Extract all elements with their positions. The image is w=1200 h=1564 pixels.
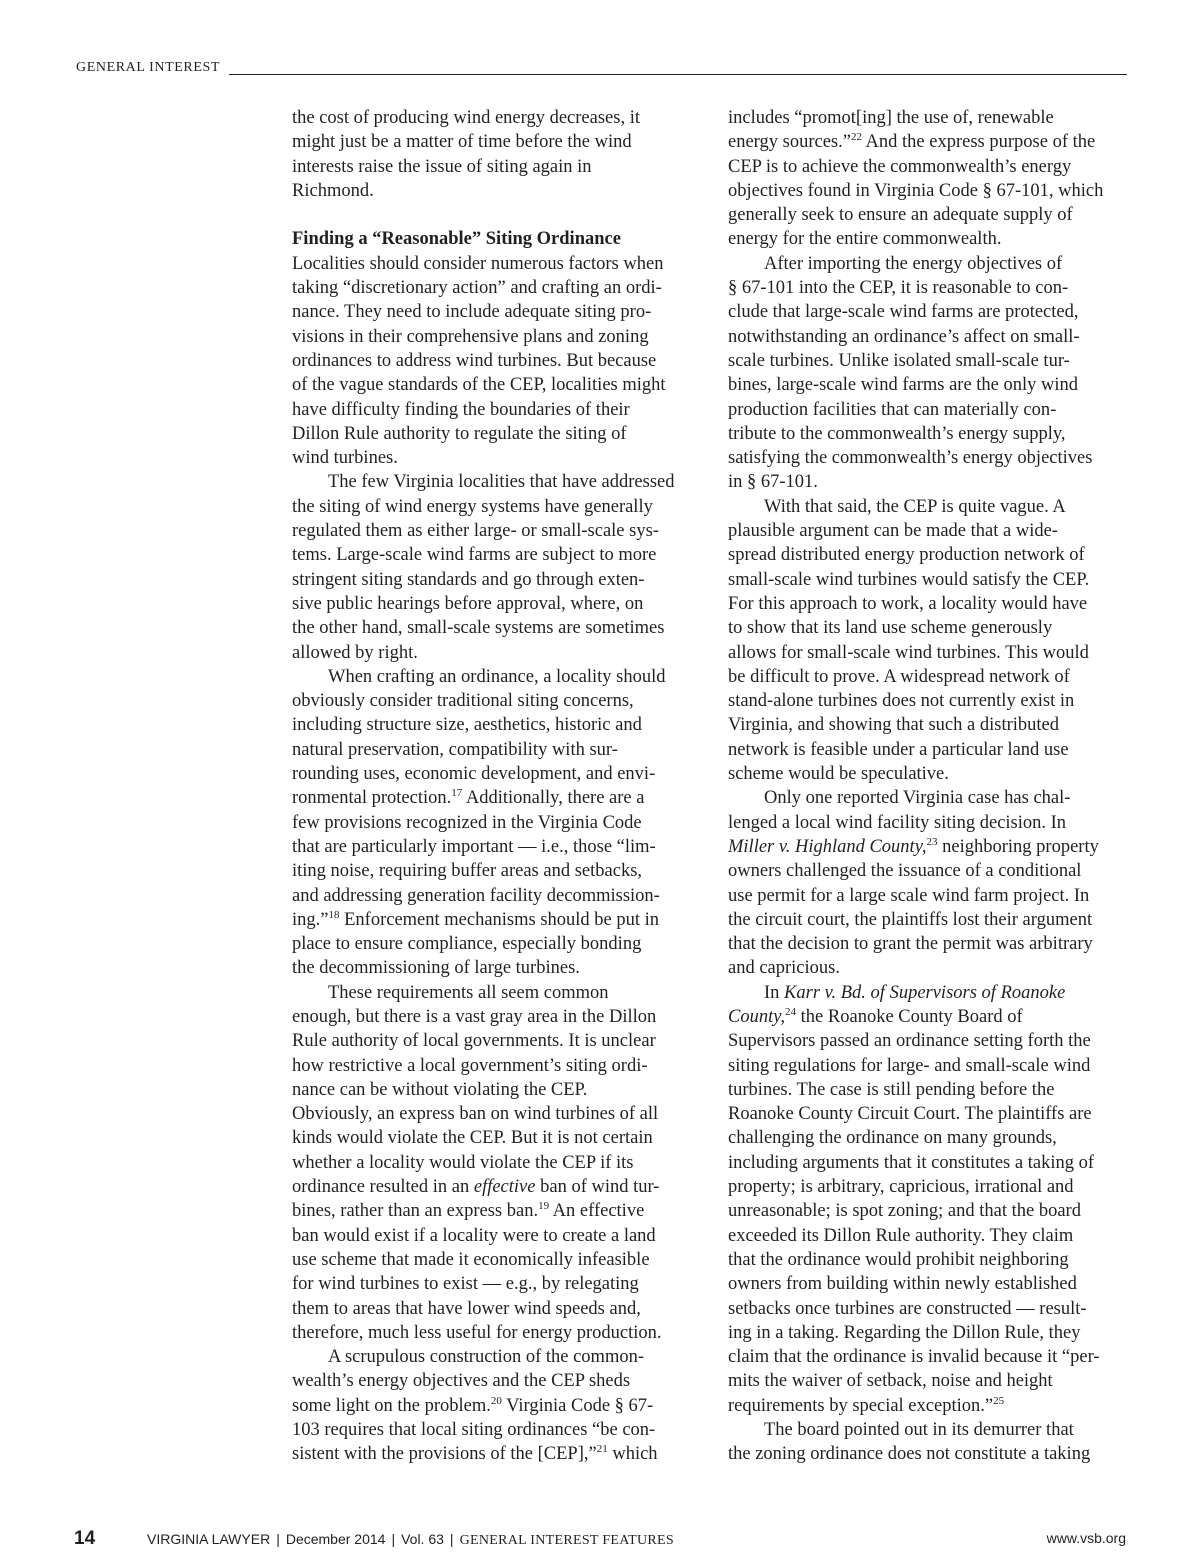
footer-publication-line bbox=[147, 1531, 674, 1549]
paragraph bbox=[728, 1418, 1128, 1467]
text-line: in § 67-101. bbox=[728, 472, 818, 493]
text-line: them to areas that have lower wind speeds and, bbox=[292, 1298, 641, 1319]
text-line: the siting of wind energy systems have generally bbox=[292, 496, 653, 517]
text-line: CEP is to achieve the commonwealth’s energy bbox=[728, 156, 1072, 177]
text-line: regulated them as either large- or small-scale sys- bbox=[292, 521, 659, 542]
text-line: ing in a taking. Regarding the Dillon Rule, they bbox=[728, 1322, 1081, 1343]
text-line: small-scale wind turbines would satisfy the CEP. bbox=[728, 569, 1090, 590]
text-line: turbines. The case is still pending before the bbox=[728, 1079, 1055, 1100]
text-line: setbacks once turbines are constructed — result- bbox=[728, 1298, 1087, 1319]
text-line: challenging the ordinance on many grounds, bbox=[728, 1128, 1057, 1149]
issue-date: December 2014 bbox=[285, 1531, 386, 1547]
text-line: mits the waiver of setback, noise and height bbox=[728, 1371, 1053, 1392]
footer-section: GENERAL INTEREST FEATURES bbox=[459, 1533, 674, 1548]
text-run: Enforcement mechanisms should be put in bbox=[339, 909, 660, 930]
separator: | bbox=[449, 1531, 454, 1547]
text-run: ing.” bbox=[292, 909, 329, 930]
text-line: scale turbines. Unlike isolated small-scale tur- bbox=[728, 350, 1070, 371]
text-line: place to ensure compliance, especially bonding bbox=[292, 934, 642, 955]
footnote-ref: 22 bbox=[850, 131, 862, 144]
text-line: network is feasible under a particular land use bbox=[728, 739, 1069, 760]
text-line: Localities should consider numerous factors when bbox=[292, 253, 664, 274]
text-line: scheme would be speculative. bbox=[728, 764, 949, 785]
text-line: obviously consider traditional siting concerns, bbox=[292, 691, 634, 712]
footnote-ref: 17 bbox=[451, 787, 463, 800]
text-run: requirements by special exception.” bbox=[728, 1395, 994, 1416]
footnote-ref: 18 bbox=[328, 908, 340, 921]
paragraph bbox=[728, 981, 1128, 1418]
paragraph bbox=[728, 495, 1128, 787]
text-line: few provisions recognized in the Virginia Code bbox=[292, 812, 642, 833]
text-line bbox=[292, 908, 692, 932]
text-line: iting noise, requiring buffer areas and setbacks, bbox=[292, 861, 643, 882]
text-line: When crafting an ordinance, a locality should bbox=[328, 666, 666, 687]
text-line: whether a locality would violate the CEP if its bbox=[292, 1152, 634, 1173]
text-line: therefore, much less useful for energy production. bbox=[292, 1322, 662, 1343]
text-line: have difficulty finding the boundaries of their bbox=[292, 399, 630, 420]
text-line bbox=[728, 1394, 1128, 1418]
text-line: the zoning ordinance does not constitute a taking bbox=[728, 1444, 1091, 1465]
text-line: that are particularly important — i.e., those “lim- bbox=[292, 836, 656, 857]
text-line: use scheme that made it economically infeasible bbox=[292, 1249, 650, 1270]
text-line: Richmond. bbox=[292, 180, 374, 201]
paragraph bbox=[292, 981, 692, 1345]
text-line: Rule authority of local governments. It is unclear bbox=[292, 1031, 656, 1052]
text-line: nance. They need to include adequate siting pro- bbox=[292, 302, 652, 323]
text-line bbox=[292, 1394, 692, 1418]
text-line: interests raise the issue of siting again in bbox=[292, 156, 592, 177]
text-line: includes “promot[ing] the use of, renewable bbox=[728, 108, 1054, 128]
text-line bbox=[728, 1005, 1128, 1029]
text-line: wealth’s energy objectives and the CEP sheds bbox=[292, 1371, 631, 1392]
text-line: allows for small-scale wind turbines. This would bbox=[728, 642, 1089, 663]
text-line: clude that large-scale wind farms are protected, bbox=[728, 302, 1079, 323]
footnote-ref: 19 bbox=[538, 1200, 550, 1213]
text-line: plausible argument can be made that a wide- bbox=[728, 521, 1058, 542]
text-line: to show that its land use scheme generously bbox=[728, 618, 1053, 639]
paragraph bbox=[728, 106, 1128, 252]
footnote-ref: 20 bbox=[490, 1394, 502, 1407]
text-line: energy for the entire commonwealth. bbox=[728, 229, 1002, 250]
text-line: wind turbines. bbox=[292, 448, 398, 469]
text-line: notwithstanding an ordinance’s affect on small- bbox=[728, 326, 1080, 347]
text-line: of the vague standards of the CEP, localities might bbox=[292, 375, 666, 396]
case-name: County, bbox=[728, 1006, 786, 1027]
text-line: including structure size, aesthetics, historic and bbox=[292, 715, 642, 736]
case-name: Miller v. Highland County, bbox=[728, 836, 927, 857]
text-run: Virginia Code § 67- bbox=[501, 1395, 654, 1416]
separator: | bbox=[391, 1531, 396, 1547]
text-line: tems. Large-scale wind farms are subject to more bbox=[292, 545, 657, 566]
text-run: sistent with the provisions of the [CEP],” bbox=[292, 1444, 597, 1465]
text-line: § 67-101 into the CEP, it is reasonable to con- bbox=[728, 278, 1069, 299]
text-line: These requirements all seem common bbox=[328, 982, 609, 1003]
text-line: Dillon Rule authority to regulate the siting of bbox=[292, 423, 627, 444]
emphasis-text: effective bbox=[473, 1177, 536, 1198]
paragraph bbox=[292, 252, 692, 471]
footnote-ref: 24 bbox=[785, 1005, 797, 1018]
footnote-ref: 23 bbox=[926, 835, 938, 848]
text-line: lenged a local wind facility siting decision. In bbox=[728, 812, 1067, 833]
text-line: The board pointed out in its demurrer that bbox=[764, 1420, 1074, 1441]
text-line: Obviously, an express ban on wind turbines of all bbox=[292, 1104, 659, 1125]
text-line: natural preservation, compatibility with sur- bbox=[292, 739, 618, 760]
text-line: 103 requires that local siting ordinances “be con- bbox=[292, 1420, 656, 1441]
text-line bbox=[292, 1442, 692, 1466]
text-line: production facilities that can materially con- bbox=[728, 399, 1057, 420]
text-line bbox=[728, 981, 1128, 1005]
volume: Vol. 63 bbox=[401, 1531, 444, 1547]
paragraph bbox=[292, 1345, 692, 1466]
paragraph bbox=[292, 470, 692, 664]
text-line: including arguments that it constitutes a taking of bbox=[728, 1152, 1094, 1173]
text-line: kinds would violate the CEP. But it is not certain bbox=[292, 1128, 653, 1149]
text-line: how restrictive a local government’s siting ordi- bbox=[292, 1055, 648, 1076]
text-line: that the decision to grant the permit was arbitrary bbox=[728, 934, 1093, 955]
text-line bbox=[728, 835, 1128, 859]
text-line: ordinances to address wind turbines. But because bbox=[292, 350, 657, 371]
text-line: With that said, the CEP is quite vague. A bbox=[764, 496, 1066, 517]
case-name: Karr v. Bd. of Supervisors of Roanoke bbox=[784, 982, 1066, 1003]
text-line: claim that the ordinance is invalid because it “per- bbox=[728, 1347, 1100, 1368]
text-run: the Roanoke County Board of bbox=[796, 1006, 1023, 1027]
text-line: stringent siting standards and go through exten- bbox=[292, 569, 645, 590]
text-run: neighboring property bbox=[937, 836, 1099, 857]
text-line: for wind turbines to exist — e.g., by relegating bbox=[292, 1274, 639, 1295]
text-line: Only one reported Virginia case has chal- bbox=[764, 788, 1071, 809]
text-line: property; is arbitrary, capricious, irrational and bbox=[728, 1177, 1074, 1198]
text-line: owners from building within newly established bbox=[728, 1274, 1077, 1295]
text-run: An effective bbox=[549, 1201, 645, 1222]
text-line: allowed by right. bbox=[292, 642, 418, 663]
text-line bbox=[292, 1199, 692, 1223]
separator: | bbox=[276, 1531, 280, 1547]
text-line: Roanoke County Circuit Court. The plaintiffs are bbox=[728, 1104, 1092, 1125]
text-line: the circuit court, the plaintiffs lost their argument bbox=[728, 909, 1093, 930]
paragraph bbox=[292, 665, 692, 981]
text-run: energy sources.” bbox=[728, 132, 851, 153]
magazine-name: VIRGINIA LAWYER bbox=[147, 1531, 271, 1547]
text-line: unreasonable; is spot zoning; and that the board bbox=[728, 1201, 1081, 1222]
text-line: owners challenged the issuance of a conditional bbox=[728, 861, 1082, 882]
text-line: stand-alone turbines does not currently exist in bbox=[728, 691, 1075, 712]
text-line: Supervisors passed an ordinance setting forth the bbox=[728, 1031, 1091, 1052]
paragraph bbox=[728, 252, 1128, 495]
paragraph bbox=[292, 106, 692, 203]
page-number: 14 bbox=[74, 1528, 96, 1549]
right-column bbox=[728, 106, 1128, 1467]
text-line: the cost of producing wind energy decreases, it bbox=[292, 108, 640, 128]
header-rule bbox=[229, 74, 1127, 75]
text-line: enough, but there is a vast gray area in the Dillon bbox=[292, 1006, 657, 1027]
paragraph bbox=[728, 786, 1128, 980]
section-heading: Finding a “Reasonable” Siting Ordinance bbox=[292, 229, 621, 250]
text-run: bines, rather than an express ban. bbox=[292, 1201, 539, 1222]
text-line: be difficult to prove. A widespread network of bbox=[728, 666, 1070, 687]
text-line: For this approach to work, a locality would have bbox=[728, 593, 1088, 614]
text-line: and addressing generation facility decommission- bbox=[292, 885, 660, 906]
text-line: that the ordinance would prohibit neighboring bbox=[728, 1249, 1069, 1270]
text-line: exceeded its Dillon Rule authority. They claim bbox=[728, 1225, 1074, 1246]
text-line: satisfying the commonwealth’s energy objectives bbox=[728, 448, 1093, 469]
text-line: sive public hearings before approval, where, on bbox=[292, 593, 644, 614]
text-run: some light on the problem. bbox=[292, 1395, 491, 1416]
text-run: And the express purpose of the bbox=[861, 132, 1096, 153]
text-line: objectives found in Virginia Code § 67-101, which bbox=[728, 180, 1104, 201]
text-line: generally seek to ensure an adequate supply of bbox=[728, 205, 1073, 226]
text-line: siting regulations for large- and small-scale wind bbox=[728, 1055, 1091, 1076]
text-run: ronmental protection. bbox=[292, 788, 452, 809]
text-run: which bbox=[607, 1444, 658, 1465]
text-line bbox=[292, 786, 692, 810]
text-line: The few Virginia localities that have addressed bbox=[328, 472, 675, 493]
text-run: Additionally, there are a bbox=[462, 788, 645, 809]
section-header-label: GENERAL INTEREST bbox=[76, 60, 221, 75]
text-line: the other hand, small-scale systems are sometimes bbox=[292, 618, 665, 639]
footnote-ref: 25 bbox=[993, 1394, 1005, 1407]
text-run: In bbox=[764, 982, 785, 1003]
text-line bbox=[292, 1175, 692, 1199]
text-line: visions in their comprehensive plans and zoning bbox=[292, 326, 649, 347]
text-line: bines, large-scale wind farms are the only wind bbox=[728, 375, 1079, 396]
text-line: Virginia, and showing that such a distributed bbox=[728, 715, 1059, 736]
text-line: ban would exist if a locality were to create a land bbox=[292, 1225, 656, 1246]
text-line: nance can be without violating the CEP. bbox=[292, 1079, 588, 1100]
text-line: tribute to the commonwealth’s energy supply, bbox=[728, 423, 1066, 444]
footnote-ref: 21 bbox=[596, 1443, 608, 1456]
text-line: the decommissioning of large turbines. bbox=[292, 958, 580, 979]
text-line: rounding uses, economic development, and envi- bbox=[292, 764, 656, 785]
text-line: After importing the energy objectives of bbox=[764, 253, 1063, 274]
text-line: taking “discretionary action” and crafting an ordi- bbox=[292, 278, 662, 299]
text-line: might just be a matter of time before the wind bbox=[292, 132, 632, 153]
text-line: A scrupulous construction of the common- bbox=[328, 1347, 644, 1368]
text-line bbox=[728, 130, 1128, 154]
text-run: ban of wind tur- bbox=[535, 1177, 660, 1198]
left-column bbox=[292, 106, 692, 1467]
text-line: spread distributed energy production network of bbox=[728, 545, 1085, 566]
text-line: use permit for a large scale wind farm project. In bbox=[728, 885, 1090, 906]
footer-url: www.vsb.org bbox=[1046, 1530, 1126, 1546]
text-line: and capricious. bbox=[728, 958, 840, 979]
text-run: ordinance resulted in an bbox=[292, 1177, 474, 1198]
